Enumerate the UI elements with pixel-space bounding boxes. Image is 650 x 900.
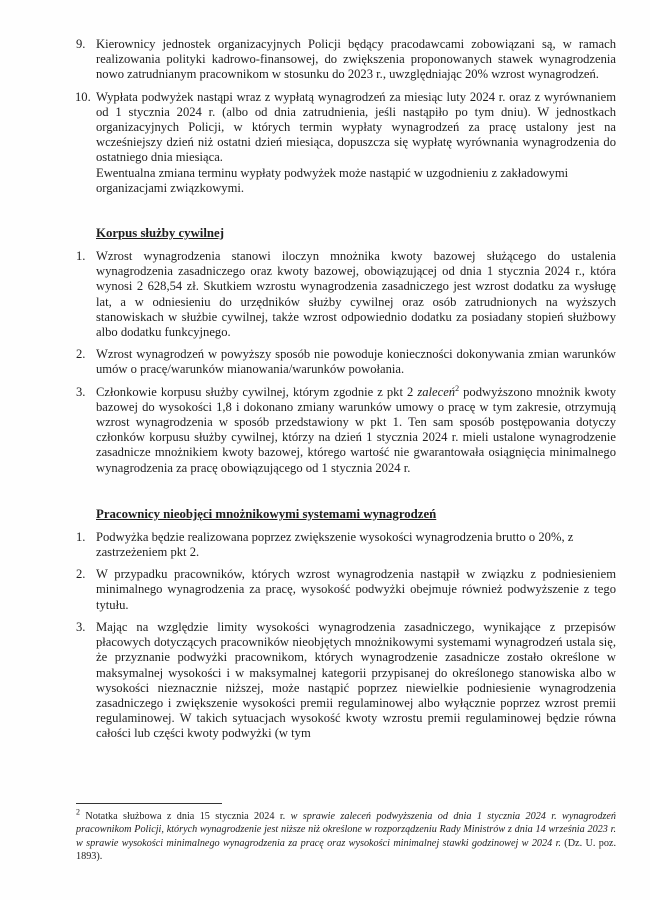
item-number: 2. (76, 347, 86, 362)
item-number: 9. (76, 37, 86, 51)
item-text: Wypłata podwyżek nastąpi wraz z wypłatą wynagrodzeń za miesiąc luty 2024 r. oraz z wyrównaniem od 1 stycznia 2024 r. (albo od dnia zatrudnienia, jeśli nastąpiło po tym dniu). W jednostkach organizacyjnych Policji, w których termin wypłaty wynagrodzeń za pracę ustalony jest na wcześniejszy dzień niż ostatni dzień miesiąca, dopuszcza się wypłatę wyrównania wynagrodzenia do ostatniego dnia miesiąca. (96, 89, 616, 165)
section-heading-civil-service: Korpus służby cywilnej (96, 226, 224, 241)
footnote-separator (76, 803, 222, 804)
item-text: Kierownicy jednostek organizacyjnych Policji będący pracodawcami zobowiązani są, w ramach realizowania polityki kadrowo-finansowej, do zwiększenia proponowanych stawek wynagrodzenia nowo zatrudnianym pracownikom w stosunku do 2023 r., uwzględniając 20% wzrost wynagrodzeń. (96, 37, 616, 82)
item-text: Mając na względzie limity wysokości wynagrodzenia zasadniczego, wynikające z przepisów płacowych dotyczących pracowników nieobjętych mnożnikowymi systemami wynagrodzeń ustala się, że przyznanie podwyżki pracownikom, których wynagrodzenie zasadnicze zostało określone w maksymalnej wysokości i w maksymalnej kategorii przypisanej do określonego stanowiska albo w wysokości nieznacznie niższej, może nastąpić poprzez niewielkie podniesienie wynagrodzenia zasadniczego i zwiększenie wysokości premii regulaminowej albo wyłącznie poprzez wzrost premii regulaminowej. W takich sytuacjach wysokość kwoty wzrostu premii regulaminowej będzie równa całości lub części kwoty podwyżki (w tym (96, 619, 616, 741)
list-item (76, 347, 616, 377)
document-body (76, 37, 616, 749)
item-number: 3. (76, 619, 86, 634)
item-text: W przypadku pracowników, których wzrost wynagrodzenia nastąpił w związku z podniesieniem minimalnego wynagrodzenia za pracę, wysokość podwyżki obejmuje również podwyższenie z tego tytułu. (96, 567, 616, 612)
list-item-9 (76, 37, 616, 83)
footnote (76, 807, 617, 864)
footnote-text: Notatka służbowa z dnia 15 stycznia 2024 r. (80, 811, 291, 822)
item-number: 2. (76, 567, 86, 582)
item-number: 1. (76, 249, 86, 264)
list-item (76, 385, 616, 476)
footnote-citation: (Dz. U. poz. 1893). (76, 837, 617, 863)
footnote-reference[interactable]: 2 (455, 383, 460, 393)
item-number: 1. (76, 529, 86, 544)
list-item (76, 567, 616, 613)
section-heading-non-multiplier: Pracownicy nieobjęci mnożnikowymi systemami wynagrodzeń (96, 506, 437, 521)
text-run: podwyższono mnożnik kwoty bazowej do wysokości 1,8 i dokonano zmiany warunków umowy o pracę w tym zakresie, otrzymują wzrost wynagrodzenia w sposób przedstawiony w pkt 1. Ten sam sposób postępowania dotyczy członków korpusu służby cywilnej, którzy na dzień 1 stycznia 2024 r. mieli ustalone wynagrodzenie zasadnicze mnożnikiem kwoty bazowej, którego wartość nie gwarantowała osiągnięcia minimalnego wynagrodzenia za pracę obowiązującego od 1 stycznia 2024 r. (96, 384, 616, 475)
footnote-marker: 2 (76, 807, 80, 817)
item-text: Wzrost wynagrodzeń w powyższy sposób nie powoduje konieczności dokonywania zmian warunków umów o pracę/warunków mianowania/warunków powołania. (96, 347, 616, 377)
item-number: 3. (76, 384, 86, 399)
text-run: Członkowie korpusu służby cywilnej, którym zgodnie z pkt 2 (96, 384, 418, 399)
item-number: 10. (75, 89, 91, 104)
item-text: Podwyżka będzie realizowana poprzez zwiększenie wysokości wynagrodzenia brutto o 20%, z zastrzeżeniem pkt 2. (96, 529, 574, 560)
item-text: Wzrost wynagrodzenia stanowi iloczyn mnożnika kwoty bazowej służącego do ustalenia wynagrodzenia zasadniczego oraz kwoty bazowej, obowiązującej od dnia 1 stycznia 2024 r., która wynosi 2 628,54 zł. Skutkiem wzrostu wynagrodzenia zasadniczego jest wzrost dodatku za wysługę lat, a w odniesieniu do urzędników służby cywilnej oraz osób zatrudnionych na wyższych stanowiskach w służbie cywilnej, także wzrost odpowiednio dodatku za posiadany stopień służbowy albo dodatku funkcyjnego. (96, 249, 616, 340)
list-item (76, 620, 616, 742)
list-item (76, 249, 616, 340)
footnote-italic-text: w sprawie zaleceń podwyższenia od dnia 1 stycznia 2024 r. wynagrodzeń pracownikom Policji, których wynagrodzenie jest niższe niż określone w rozporządzeniu Rady Ministrów z dnia 14 września 2023 r. w sprawie wysokości minimalnego wynagrodzenia za pracę oraz wysokości minimalnej stawki godzinowej w 2024 r. (76, 811, 616, 849)
item-text: Ewentualna zmiana terminu wypłaty podwyżek może nastąpić w uzgodnieniu z zakładowymi organizacjami związkowymi. (96, 165, 569, 195)
list-item (76, 530, 616, 560)
italic-term: zaleceń (417, 384, 456, 399)
item-text (96, 385, 616, 476)
list-item-10 (76, 90, 616, 196)
